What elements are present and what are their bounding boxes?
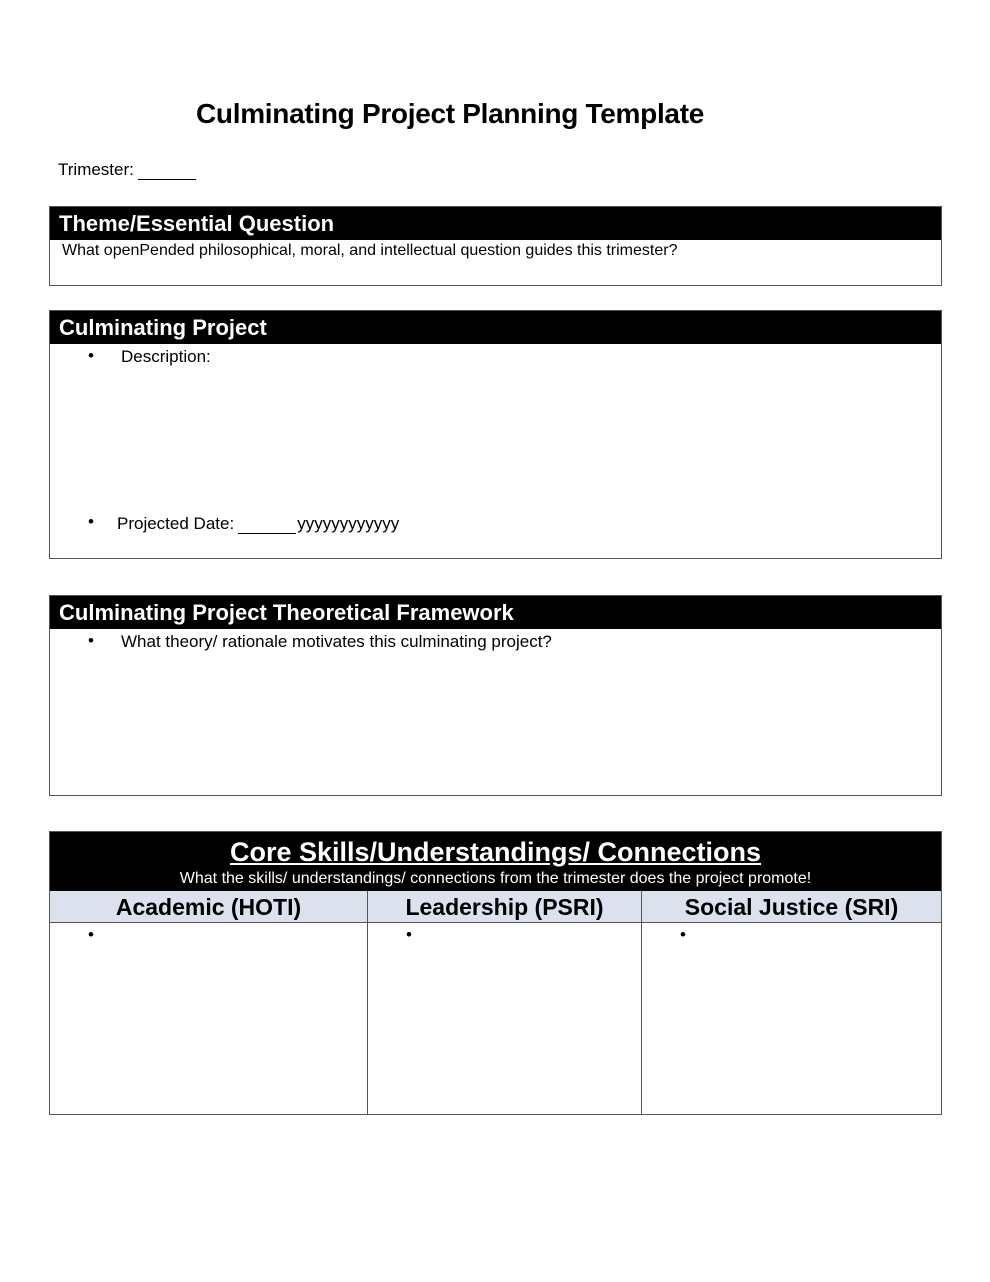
project-header: Culminating Project: [50, 311, 941, 344]
projected-date-blank[interactable]: [238, 517, 296, 534]
social-justice-column[interactable]: [642, 891, 941, 1114]
core-section: [49, 831, 942, 1115]
page-title: Culminating Project Planning Template: [196, 98, 704, 129]
bullet-icon: •: [406, 925, 412, 944]
leadership-column-header: Leadership (PSRI): [368, 891, 641, 923]
bullet-icon: •: [88, 346, 94, 365]
bullet-icon: •: [88, 631, 94, 650]
core-columns: [50, 891, 941, 1114]
theme-section: [49, 206, 942, 286]
framework-section: [49, 595, 942, 796]
theme-header: Theme/Essential Question: [50, 207, 941, 240]
projected-date-field: [117, 514, 399, 534]
core-header: [50, 832, 941, 891]
trimester-field: [58, 160, 196, 180]
projected-date-label: Projected Date:: [117, 514, 235, 533]
social-justice-column-header: Social Justice (SRI): [642, 891, 941, 923]
description-label: Description:: [121, 347, 211, 366]
framework-prompt: What theory/ rationale motivates this culminating project?: [121, 632, 552, 651]
framework-header: Culminating Project Theoretical Framework: [50, 596, 941, 629]
academic-column-header: Academic (HOTI): [50, 891, 367, 923]
project-section: [49, 310, 942, 559]
bullet-icon: •: [88, 925, 94, 944]
projected-date-suffix: yyyyyyyyyyyy: [297, 514, 400, 533]
theme-prompt: What openPended philosophical, moral, and intellectual question guides this trimester?: [62, 242, 678, 259]
bullet-icon: •: [88, 512, 94, 531]
core-subtitle: What the skills/ understandings/ connections from the trimester does the project promote!: [179, 870, 812, 887]
trimester-blank[interactable]: [138, 163, 196, 180]
trimester-label: Trimester:: [58, 160, 134, 179]
academic-column[interactable]: [50, 891, 368, 1114]
bullet-icon: •: [680, 925, 686, 944]
core-title: Core Skills/Understandings/ Connections: [229, 837, 762, 867]
leadership-column[interactable]: [368, 891, 642, 1114]
